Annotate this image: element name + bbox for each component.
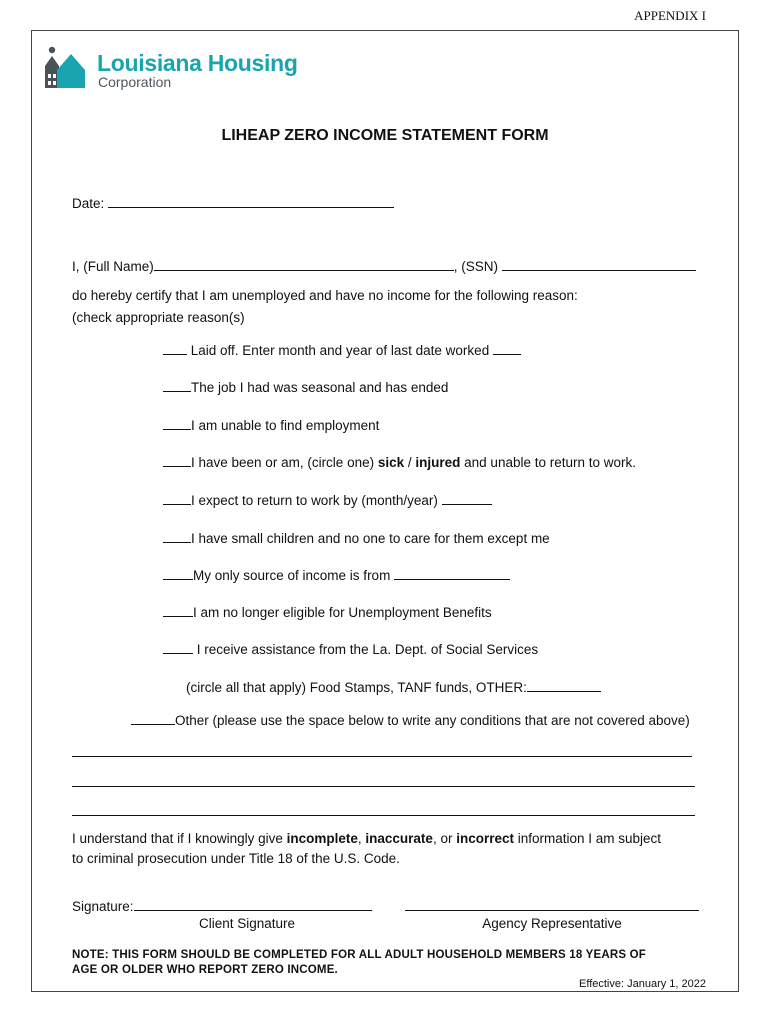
- reason-label: I have been or am, (circle one): [191, 455, 378, 470]
- check-blank[interactable]: [163, 640, 193, 654]
- check-blank[interactable]: [163, 491, 191, 505]
- check-blank[interactable]: [163, 378, 191, 392]
- reason-return-date: [163, 491, 492, 508]
- reason-label: Other (please use the space below to write any conditions that are not covered above): [175, 713, 690, 728]
- understand-text-line2: to criminal prosecution under Title 18 of the U.S. Code.: [72, 851, 400, 866]
- date-row: [72, 194, 394, 211]
- agency-rep-caption: Agency Representative: [482, 916, 622, 931]
- understand-part: information I am subject: [514, 831, 662, 846]
- other-conditions-line-1[interactable]: [72, 756, 692, 757]
- understand-part: , or: [432, 831, 457, 846]
- form-title: LIHEAP ZERO INCOME STATEMENT FORM: [221, 127, 549, 144]
- understand-part: ,: [357, 831, 366, 846]
- reason-label: My only source of income is from: [193, 568, 391, 583]
- note-line-1: NOTE: THIS FORM SHOULD BE COMPLETED FOR ALL ADULT HOUSEHOLD MEMBERS 18 YEARS OF: [72, 949, 646, 961]
- date-label: Date:: [72, 196, 105, 211]
- reason-label: I am no longer eligible for Unemployment Benefits: [193, 605, 492, 620]
- reason-label: I have small children and no one to care for them except me: [191, 531, 550, 546]
- certify-text: do hereby certify that I am unemployed and have no income for the following reason:: [72, 288, 578, 303]
- reason-label: I am unable to find employment: [191, 418, 380, 433]
- assistance-types: [186, 678, 601, 695]
- other-conditions-line-3[interactable]: [72, 815, 695, 816]
- assistance-label: (circle all that apply) Food Stamps, TANF funds, OTHER:: [186, 680, 527, 695]
- reason-label: I receive assistance from the La. Dept. of Social Services: [193, 642, 539, 657]
- understand-inaccurate: inaccurate: [365, 831, 433, 846]
- income-source-field[interactable]: [394, 566, 510, 580]
- understand-incorrect: incorrect: [456, 831, 514, 846]
- reason-label: I expect to return to work by (month/year): [191, 493, 438, 508]
- reason-label: Laid off. Enter month and year of last date worked: [190, 343, 490, 358]
- reason-laid-off: [163, 341, 521, 358]
- house-logo-icon: [43, 46, 87, 90]
- check-blank[interactable]: [163, 566, 193, 580]
- understand-text: [72, 831, 661, 846]
- understand-incomplete: incomplete: [286, 831, 358, 846]
- reason-other: [131, 711, 690, 728]
- client-signature-field[interactable]: [134, 897, 372, 911]
- reason-seasonal: [163, 378, 448, 395]
- sick-option[interactable]: sick: [377, 455, 405, 470]
- note-line-2: AGE OR OLDER WHO REPORT ZERO INCOME.: [72, 964, 338, 976]
- form-border: [31, 30, 739, 992]
- agency-signature-field[interactable]: [405, 910, 699, 911]
- check-instruction: (check appropriate reason(s): [72, 310, 245, 325]
- reason-income-source: [163, 566, 510, 583]
- signature-row: [72, 897, 372, 914]
- effective-date: Effective: January 1, 2022: [579, 978, 706, 990]
- other-conditions-line-2[interactable]: [72, 786, 695, 787]
- full-name-label: I, (Full Name): [72, 259, 154, 274]
- brand-name: Louisiana Housing: [97, 50, 298, 76]
- injured-option[interactable]: injured: [415, 455, 461, 470]
- reason-sick-injured: [163, 453, 636, 470]
- last-worked-field[interactable]: [493, 341, 521, 355]
- ssn-field[interactable]: [502, 257, 696, 271]
- check-blank[interactable]: [163, 453, 191, 467]
- signature-label: Signature:: [72, 899, 134, 914]
- reason-unable-find: [163, 416, 379, 433]
- reason-social-services: [163, 640, 538, 657]
- full-name-field[interactable]: [154, 257, 454, 271]
- understand-part: I understand that if I knowingly give: [72, 831, 287, 846]
- check-blank[interactable]: [163, 603, 193, 617]
- reason-label-end: and unable to return to work.: [460, 455, 637, 470]
- ssn-label: , (SSN): [453, 259, 499, 274]
- brand-subtitle: Corporation: [98, 74, 172, 90]
- separator: /: [404, 455, 416, 470]
- reason-children: [163, 529, 550, 546]
- check-blank[interactable]: [163, 416, 191, 430]
- reason-unemployment: [163, 603, 492, 620]
- other-assistance-field[interactable]: [527, 678, 601, 692]
- return-date-field[interactable]: [442, 491, 492, 505]
- appendix-label: APPENDIX I: [634, 8, 706, 23]
- reason-label: The job I had was seasonal and has ended: [191, 380, 449, 395]
- check-blank[interactable]: [163, 529, 191, 543]
- name-row: [72, 257, 696, 274]
- check-blank[interactable]: [163, 341, 187, 355]
- client-signature-caption: Client Signature: [198, 916, 296, 931]
- date-field[interactable]: [108, 194, 394, 208]
- check-blank[interactable]: [131, 711, 175, 725]
